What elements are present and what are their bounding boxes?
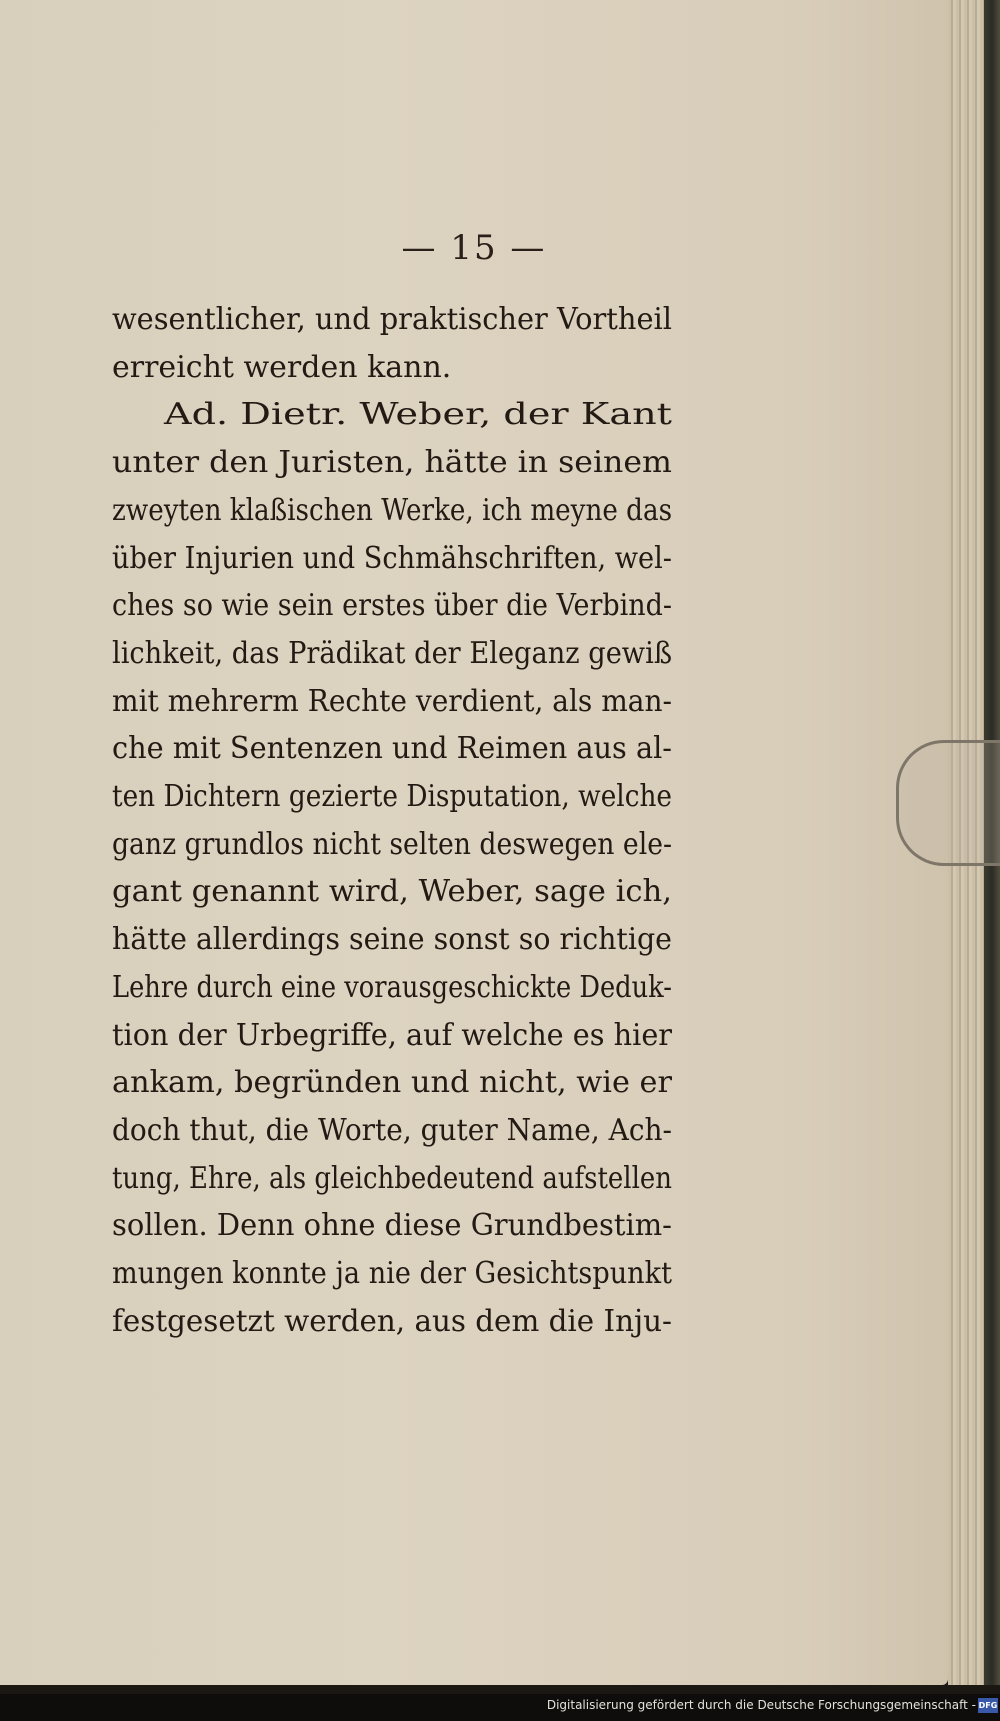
page-number: — 15 — [401,228,547,268]
text-line: lichkeit, das Prädikat der Eleganz gewiß [112,635,673,671]
text-line: tung, Ehre, als gleichbedeutend aufstellen [112,1160,672,1196]
text-line: ten Dichtern gezierte Disputation, welche [112,779,673,815]
text-line: mungen konnte ja nie der Gesichtspunkt [112,1256,673,1292]
text-line: ankam, begründen und nicht, wie er [112,1065,673,1101]
footer-bar [0,1694,1000,1721]
text-line: doch thut, die Worte, guter Name, Ach- [112,1112,672,1148]
text-line: sollen. Denn ohne diese Grundbestim- [112,1208,672,1244]
page-clip [896,740,1000,866]
text-line: Lehre durch eine vorausgeschickte Deduk- [112,969,672,1005]
dfg-logo-icon: DFG [978,1698,998,1713]
funding-credit: Digitalisierung gefördert durch die Deutsche Forschungsgemeinschaft - [546,1698,976,1712]
text-line: Ad. Dietr. Weber, der Kant [164,397,673,433]
text-line: festgesetzt werden, aus dem die Inju- [112,1303,672,1339]
text-line: ganz grundlos nicht selten deswegen ele- [112,826,672,862]
text-line: zweyten klaßischen Werke, ich meyne das [112,492,673,528]
text-line: che mit Sentenzen und Reimen aus al- [112,731,672,767]
text-line: über Injurien und Schmähschriften, wel- [112,540,672,576]
text-line: ches so wie sein erstes über die Verbind- [112,588,673,624]
text-line: erreicht werden kann. [112,349,452,385]
text-line: wesentlicher, und praktischer Vortheil [112,302,672,337]
text-line: hätte allerdings seine sonst so richtige [112,922,672,958]
text-line: mit mehrerm Rechte verdient, als man- [112,683,673,719]
text-line: unter den Juristen, hätte in seinem [112,445,672,481]
text-line: tion der Urbegriffe, auf welche es hier [112,1017,673,1053]
body-text [112,296,672,1345]
text-line: gant genannt wird, Weber, sage ich, [112,874,673,910]
